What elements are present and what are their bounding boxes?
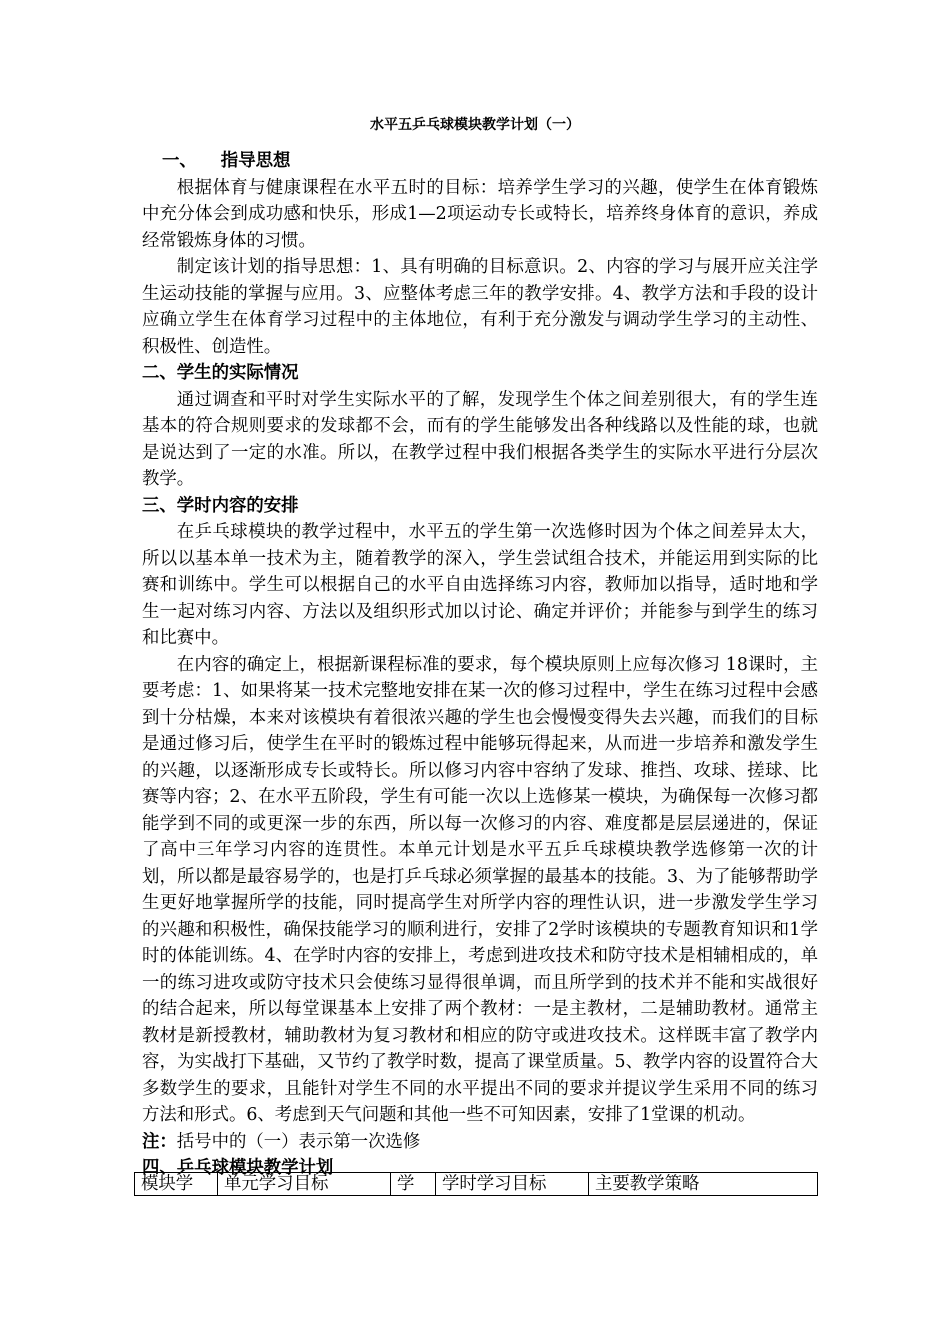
col-header-unit-goal: 单元学习目标 — [218, 1173, 391, 1196]
col-header-hour-goal: 学时学习目标 — [436, 1173, 589, 1196]
section-1-heading — [142, 148, 818, 175]
section-2-heading: 二、学生的实际情况 — [142, 363, 299, 383]
section-1-paragraph-2: 制定该计划的指导思想：1、具有明确的目标意识。2、内容的学习与展开应关注学生运动技能的掌握与应用。3、应整体考虑三年的教学安排。4、教学方法和手段的设计应确立学生在体育学习过程中的主体地位，有利于充分激发与调动学生学习的主动性、积极性、创造性。 — [142, 257, 818, 357]
col-header-strategy: 主要教学策略 — [589, 1173, 818, 1196]
note-text: 括号中的（一）表示第一次选修 — [176, 1131, 421, 1152]
selection-note — [142, 1129, 818, 1156]
col-header-module: 模块学 — [135, 1173, 218, 1196]
document-title: 水平五乒乓球模块教学计划（一） — [370, 117, 580, 133]
section-3-paragraph-2: 在内容的确定上，根据新课程标准的要求，每个模块原则上应每次修习 18课时，主要考虑：1、如果将某一技术完整地安排在某一次的修习过程中，学生在练习过程中会感到十分枯燥，本来对该模块有着很浓兴趣的学生也会慢慢变得失去兴趣，而我们的目标是通过修习后，使学生在平时的锻炼过程中能够玩得起来，从而进一步培养和激发学生的兴趣，以逐渐形成专长或特长。所以修习内容中容纳了发球、推挡、攻球、搓球、比赛等内容；2、在水平五阶段，学生有可能一次以上选修某一模块，为确保每一次修习都能学到不同的或更深一步的东西，所以每一次修习的内容、难度都是层层递进的，保证了高中三年学习内容的连贯性。本单元计划是水平五乒乓球模块教学选修第一次的计划，所以都是最容易学的，也是打乒乓球必须掌握的最基本的技能。3、为了能够帮助学生更好地掌握所学的技能，同时提高学生对所学内容的理性认识，进一步激发学生学习的兴趣和积极性，确保技能学习的顺利进行，安排了2学时该模块的专题教育知识和1学时的体能训练。4、在学时内容的安排上，考虑到进攻技术和防守技术是相辅相成的，单一的练习进攻或防守技术只会使练习显得很单调，而且所学到的技术并不能和实战很好的结合起来，所以每堂课基本上安排了两个教材：一是主教材，二是辅助教材。通常主教材是新授教材，辅助教材为复习教材和相应的防守或进攻技术。这样既丰富了教学内容，为实战打下基础，又节约了教学时数，提高了课堂质量。5、教学内容的设置符合大多数学生的要求，且能针对学生不同的水平提出不同的要求并提议学生采用不同的练习方法和形式。6、考虑到天气问题和其他一些不可知因素，安排了1堂课的机动。 — [142, 654, 818, 1125]
document-body — [142, 148, 818, 1182]
note-label: 注： — [142, 1131, 177, 1152]
section-3-heading: 三、学时内容的安排 — [142, 495, 299, 516]
section-1-title: 指导思想 — [220, 151, 291, 171]
teaching-plan-table — [134, 1172, 818, 1196]
col-header-class-hour: 学 — [391, 1173, 436, 1196]
section-2-paragraph-1: 通过调查和平时对学生实际水平的了解，发现学生个体之间差别很大，有的学生连基本的符合规则要求的发球都不会，而有的学生能够发出各种线路以及性能的球，也就是说达到了一定的水准。所以，在教学过程中我们根据各类学生的实际水平进行分层次教学。 — [142, 389, 818, 489]
section-1-paragraph-1: 根据体育与健康课程在水平五时的目标：培养学生学习的兴趣，使学生在体育锻炼中充分体会到成功感和快乐，形成1—2项运动专长或特长，培养终身体育的意识，养成经常锻炼身体的习惯。 — [142, 177, 818, 251]
section-4-heading: 四、乒乓球模块教学计划 — [142, 1158, 334, 1178]
table-header-row — [135, 1173, 818, 1196]
section-1-number: 一、 — [162, 151, 197, 171]
section-3-paragraph-1: 在乒乓球模块的教学过程中，水平五的学生第一次选修时因为个体之间差异太大，所以以基本单一技术为主，随着教学的深入，学生尝试组合技术，并能运用到实际的比赛和训练中。学生可以根据自己的水平自由选择练习内容，教师加以指导，适时地和学生一起对练习内容、方法以及组织形式加以讨论、确定并评价；并能参与到学生的练习和比赛中。 — [142, 522, 818, 648]
